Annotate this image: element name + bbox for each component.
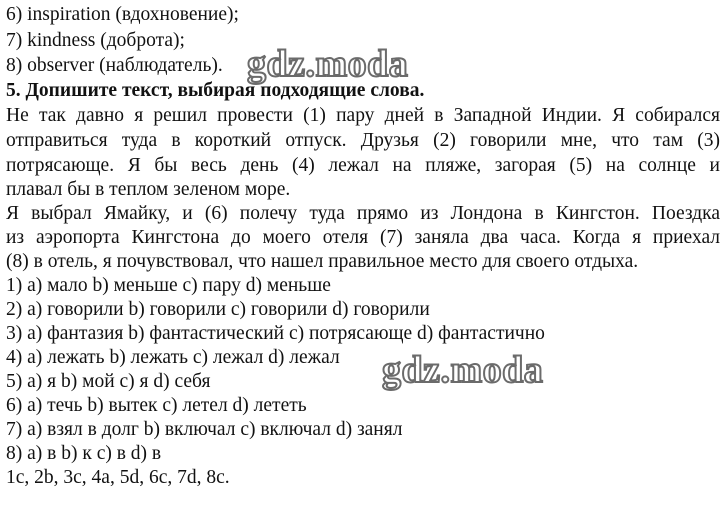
paragraph-1-line-3: потрясающе. Я бы весь день (4) лежал на пляже, загорая (5) на солнце и (6, 155, 720, 176)
paragraph-1-line-2: отправиться туда в короткий отпуск. Друзья (2) говорили мне, что там (3) (6, 130, 720, 151)
watermark-top: gdz.moda (247, 43, 409, 85)
option-row-6: 6) a) течь b) вытек c) летел d) лететь (6, 395, 307, 416)
option-row-7: 7) a) взял в долг b) включал c) включал d) занял (6, 419, 403, 440)
vocab-item-8: 8) observer (наблюдатель). (6, 55, 223, 76)
paragraph-2-line-3: (8) в отель, я почувствовал, что нашел правильное место для своего отдыха. (6, 251, 639, 272)
option-row-1: 1) a) мало b) меньше c) пару d) меньше (6, 275, 331, 296)
vocab-item-7: 7) kindness (доброта); (6, 30, 185, 51)
option-row-3: 3) a) фантазия b) фантастический c) потрясающе d) фантастично (6, 323, 545, 344)
paragraph-2-line-1: Я выбрал Ямайку, и (6) полечу туда прямо из Лондона в Кингстон. Поездка (6, 203, 720, 224)
answer-key: 1c, 2b, 3c, 4a, 5d, 6c, 7d, 8c. (6, 467, 230, 488)
option-row-8: 8) a) в b) к c) в d) в (6, 443, 162, 464)
option-row-5: 5) a) я b) мой c) я d) себя (6, 371, 211, 392)
watermark-middle: gdz.moda (382, 349, 544, 391)
paragraph-1-line-1: Не так давно я решил провести (1) пару дней в Западной Индии. Я собирался (6, 105, 720, 126)
paragraph-2-line-2: из аэропорта Кингстона до моего отеля (7) заняла два часа. Когда я приехал (6, 227, 720, 248)
option-row-2: 2) a) говорили b) говорили c) говорили d) говорили (6, 299, 430, 320)
paragraph-1-line-4: плавал бы в теплом зеленом море. (6, 179, 291, 200)
vocab-item-6: 6) inspiration (вдохновение); (6, 4, 239, 25)
option-row-4: 4) a) лежать b) лежать c) лежал d) лежал (6, 347, 340, 368)
exercise-heading: 5. Допишите текст, выбирая подходящие слова. (6, 80, 425, 101)
